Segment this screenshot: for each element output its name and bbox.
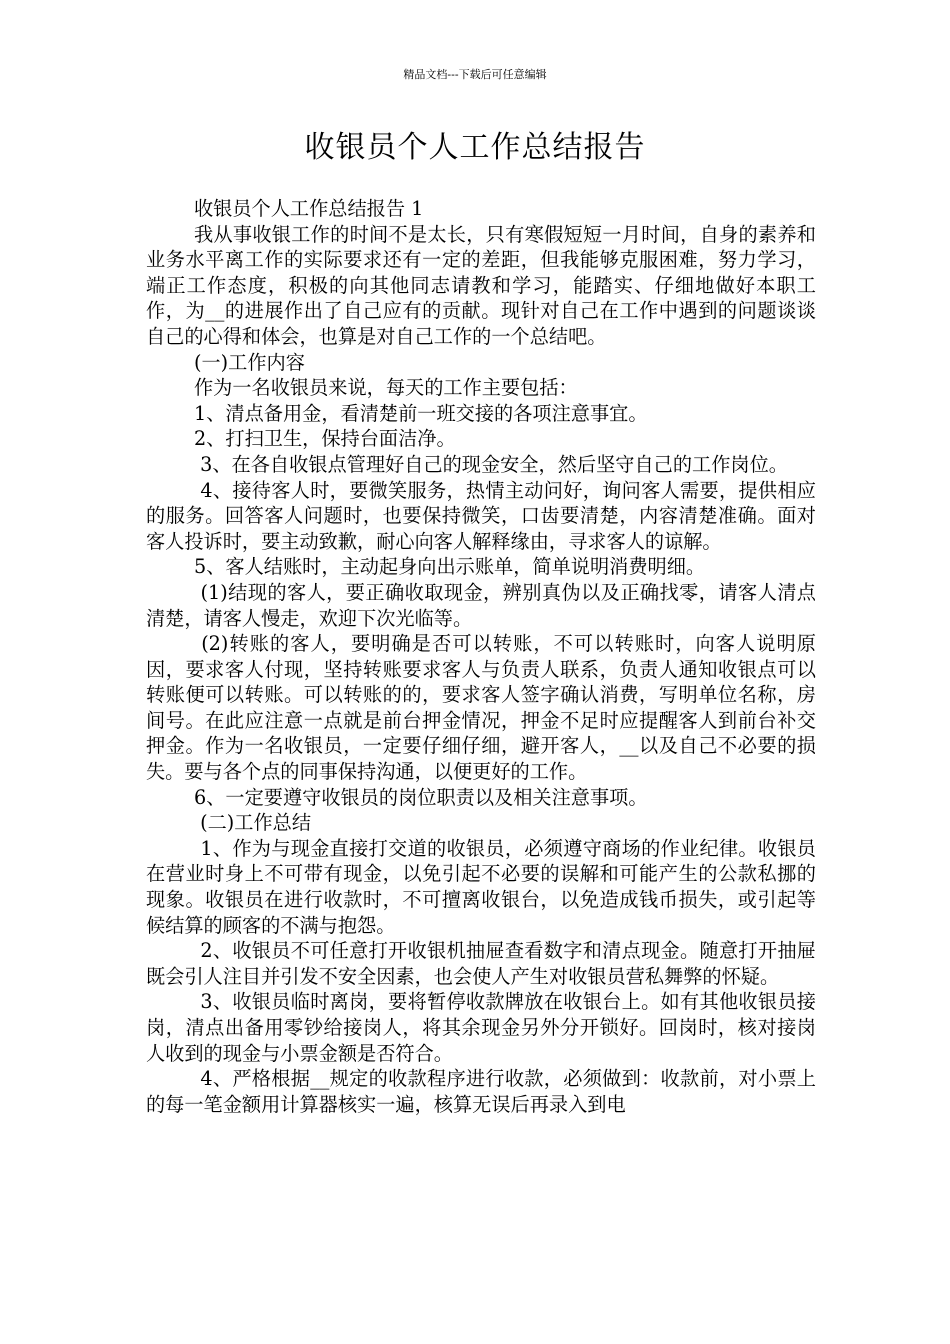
list-item: 3、收银员临时离岗，要将暂停收款牌放在收银台上。如有其他收银员接岗，清点出备用零钞给接岗人，将其余现金另外分开锁好。回岗时，核对接岗人收到的现金与小票金额是否符合。 — [146, 990, 816, 1065]
subtitle-paragraph: 收银员个人工作总结报告 1 — [194, 197, 424, 220]
document-body — [146, 196, 816, 1117]
list-item: 1、清点备用金，看清楚前一班交接的各项注意事宜。 — [194, 401, 648, 425]
list-item: 6、一定要遵守收银员的岗位职责以及相关注意事项。 — [194, 785, 648, 809]
sub-list-item: (1)结现的客人，要正确收取现金，辨别真伪以及正确找零，请客人清点清楚，请客人慢走，欢迎下次光临等。 — [146, 580, 816, 630]
intro-paragraph: 我从事收银工作的时间不是太长，只有寒假短短一月时间，自身的素养和业务水平离工作的实际要求还有一定的差距，但我能够克服困难，努力学习，端正工作态度，积极的向其他同志请教和学习，能踏实、仔细地做好本职工作，为__的进展作出了自己应有的贡献。现针对自己在工作中遇到的问题谈谈自己的心得和体会，也算是对自己工作的一个总结吧。 — [146, 222, 816, 348]
list-item: 2、收银员不可任意打开收银机抽屉查看数字和清点现金。随意打开抽屉既会引人注目并引发不安全因素，也会使人产生对收银员营私舞弊的怀疑。 — [146, 939, 816, 988]
list-item: 4、接待客人时，要微笑服务，热情主动问好，询问客人需要，提供相应的服务。回答客人问题时，也要保持微笑，口齿要清楚，内容清楚准确。面对客人投诉时，要主动致歉，耐心向客人解释缘由，寻求客人的谅解。 — [146, 478, 816, 553]
document-title: 收银员个人工作总结报告 — [304, 130, 646, 165]
header-note: 精品文档---下载后可任意编辑 — [403, 68, 547, 81]
section-heading-work-content: (一)工作内容 — [194, 350, 305, 374]
body-paragraph: 作为一名收银员来说，每天的工作主要包括： — [194, 376, 578, 400]
list-item: 2、打扫卫生，保持台面洁净。 — [194, 427, 456, 451]
list-item: 3、在各自收银点管理好自己的现金安全，然后坚守自己的工作岗位。 — [194, 452, 788, 476]
sub-list-item: (2)转账的客人，要明确是否可以转账，不可以转账时，向客人说明原因，要求客人付现，坚持转账要求客人与负责人联系，负责人通知收银点可以转账便可以转账。可以转账的的，要求客人签字确认消费，写明单位名称，房间号。在此应注意一点就是前台押金情况，押金不足时应提醒客人到前台补交押金。作为一名收银员，一定要仔细仔细，避开客人，__以及自己不必要的损失。要与各个点的同事保持沟通，以便更好的工作。 — [146, 632, 816, 784]
list-item: 5、客人结账时，主动起身向出示账单，简单说明消费明细。 — [194, 555, 706, 579]
list-item: 4、严格根据__规定的收款程序进行收款，必须做到：收款前，对小票上的每一笔金额用计算器核实一遍，核算无误后再录入到电 — [146, 1067, 816, 1116]
section-heading-work-summary: (二)工作总结 — [194, 811, 312, 835]
list-item: 1、作为与现金直接打交道的收银员，必须遵守商场的作业纪律。收银员在营业时身上不可带有现金，以免引起不必要的误解和可能产生的公款私挪的现象。收银员在进行收款时，不可擅离收银台，以免造成钱币损失，或引起等候结算的顾客的不满与抱怨。 — [146, 836, 816, 937]
